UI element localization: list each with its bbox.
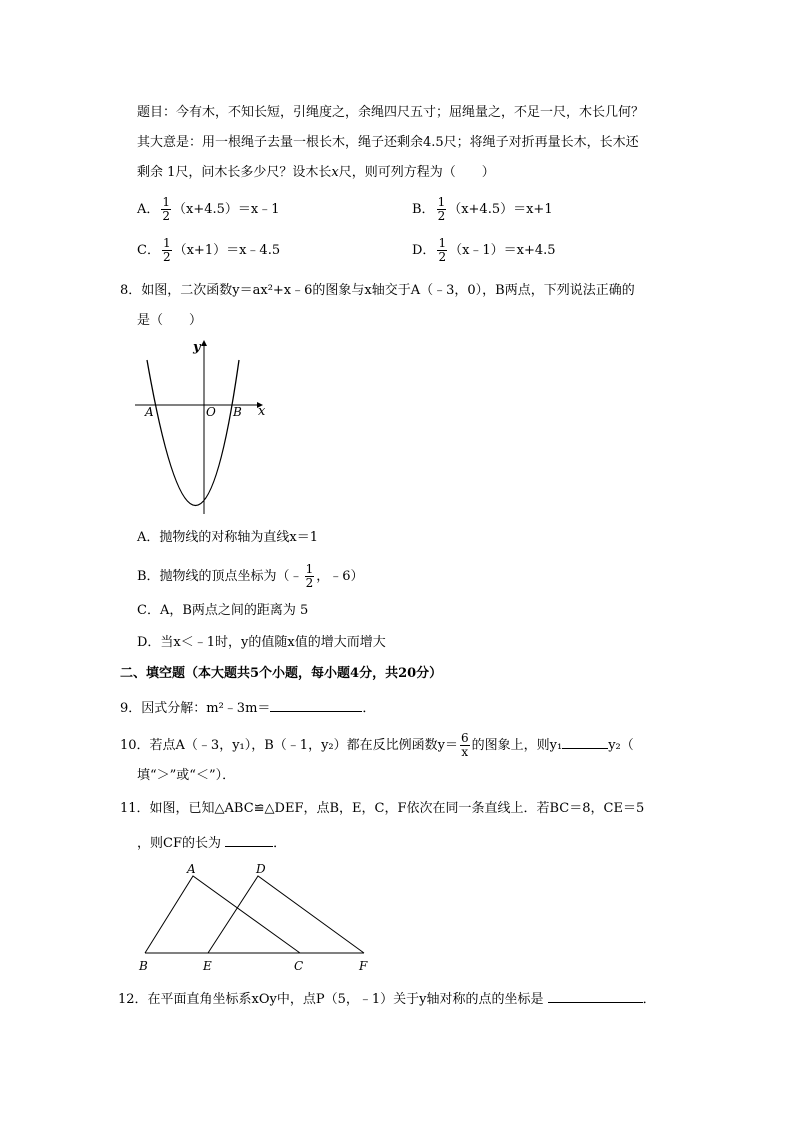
- q11-line2: ，则CF的长为 ．: [137, 832, 286, 853]
- q7-option-a[interactable]: A． $\frac{1}{2}$ （x+4.5）＝x﹣1: [137, 195, 280, 223]
- q10-line2: 填“＞”或“＜”）．: [137, 768, 236, 783]
- y-axis-label: y: [193, 340, 201, 355]
- point-a-label: A: [145, 405, 154, 419]
- label-f: F: [359, 959, 368, 973]
- q7-option-c[interactable]: C． $\frac{1}{2}$ （x+1）＝x﹣4.5: [137, 236, 281, 264]
- answer-blank[interactable]: [225, 832, 273, 847]
- q7-line1: 题目：今有木，不知长短，引绳度之，余绳四尺五寸；屈绳量之，不足一尺，木长几何？: [137, 105, 645, 120]
- parabola-figure: [135, 336, 280, 518]
- q12-line: 12．在平面直角坐标系xOy中，点P（5，﹣1）关于y轴对称的点的坐标是 ．: [118, 988, 656, 1009]
- answer-blank[interactable]: [548, 988, 643, 1003]
- origin-label: O: [206, 405, 216, 419]
- fraction: $\frac{1}{2}$: [162, 236, 171, 264]
- q7-line3: 剩余 1尺，问木长多少尺？设木长x尺，则可列方程为（ ）: [137, 165, 495, 180]
- point-b-label: B: [233, 405, 242, 419]
- label-d: D: [256, 862, 266, 876]
- answer-blank[interactable]: [270, 697, 362, 712]
- label-a: A: [187, 862, 196, 876]
- label-e: E: [203, 959, 212, 973]
- answer-blank[interactable]: [562, 734, 608, 749]
- q7-option-b[interactable]: B． $\frac{1}{2}$ （x+4.5）＝x+1: [412, 195, 553, 223]
- parabola-curve: [147, 360, 239, 506]
- fraction: $\frac{1}{2}$: [438, 236, 447, 264]
- label-b: B: [139, 959, 148, 973]
- triangles-figure: [134, 858, 384, 976]
- triangle-def: [208, 876, 364, 953]
- fraction: $\frac{1}{2}$: [305, 562, 314, 590]
- q8-line2: 是（ ）: [137, 313, 203, 328]
- q8-option-c[interactable]: C．A，B两点之间的距离为 5: [137, 603, 309, 618]
- q8-option-b[interactable]: B．抛物线的顶点坐标为（﹣ $\frac{1}{2}$ ，﹣6）: [137, 562, 364, 590]
- q10-line1: 10．若点A（﹣3，y₁），B（﹣1，y₂）都在反比例函数y＝ $\frac{6}{x}$ 的图象上，则y₁ y₂（: [120, 731, 634, 759]
- q9-line: 9．因式分解：m²﹣3m＝ ．: [120, 697, 375, 718]
- fraction: $\frac{1}{2}$: [162, 195, 171, 223]
- q11-line1: 11．如图，已知△ABC≌△DEF，点B，E，C，F依次在同一条直线上．若BC＝8，CE＝5: [120, 801, 645, 816]
- fraction: $\frac{1}{2}$: [437, 195, 446, 223]
- q8-option-a[interactable]: A．抛物线的对称轴为直线x＝1: [137, 530, 318, 545]
- x-axis-label: x: [258, 404, 266, 419]
- q7-option-d[interactable]: D． $\frac{1}{2}$ （x﹣1）＝x+4.5: [412, 236, 556, 264]
- fraction: $\frac{6}{x}$: [460, 731, 469, 759]
- triangle-abc: [145, 876, 300, 953]
- label-c: C: [294, 959, 304, 973]
- q8-option-d[interactable]: D．当x＜﹣1时，y的值随x值的增大而增大: [137, 635, 386, 650]
- q8-line1: 8．如图，二次函数y＝ax²+x﹣6的图象与x轴交于A（﹣3，0），B两点，下列说法正确的: [120, 283, 635, 298]
- q7-line2: 其大意是：用一根绳子去量一根长木，绳子还剩余4.5尺；将绳子对折再量长木，长木还: [137, 135, 639, 150]
- section-heading: 二、填空题（本大题共5个小题，每小题4分，共20分）: [120, 666, 443, 681]
